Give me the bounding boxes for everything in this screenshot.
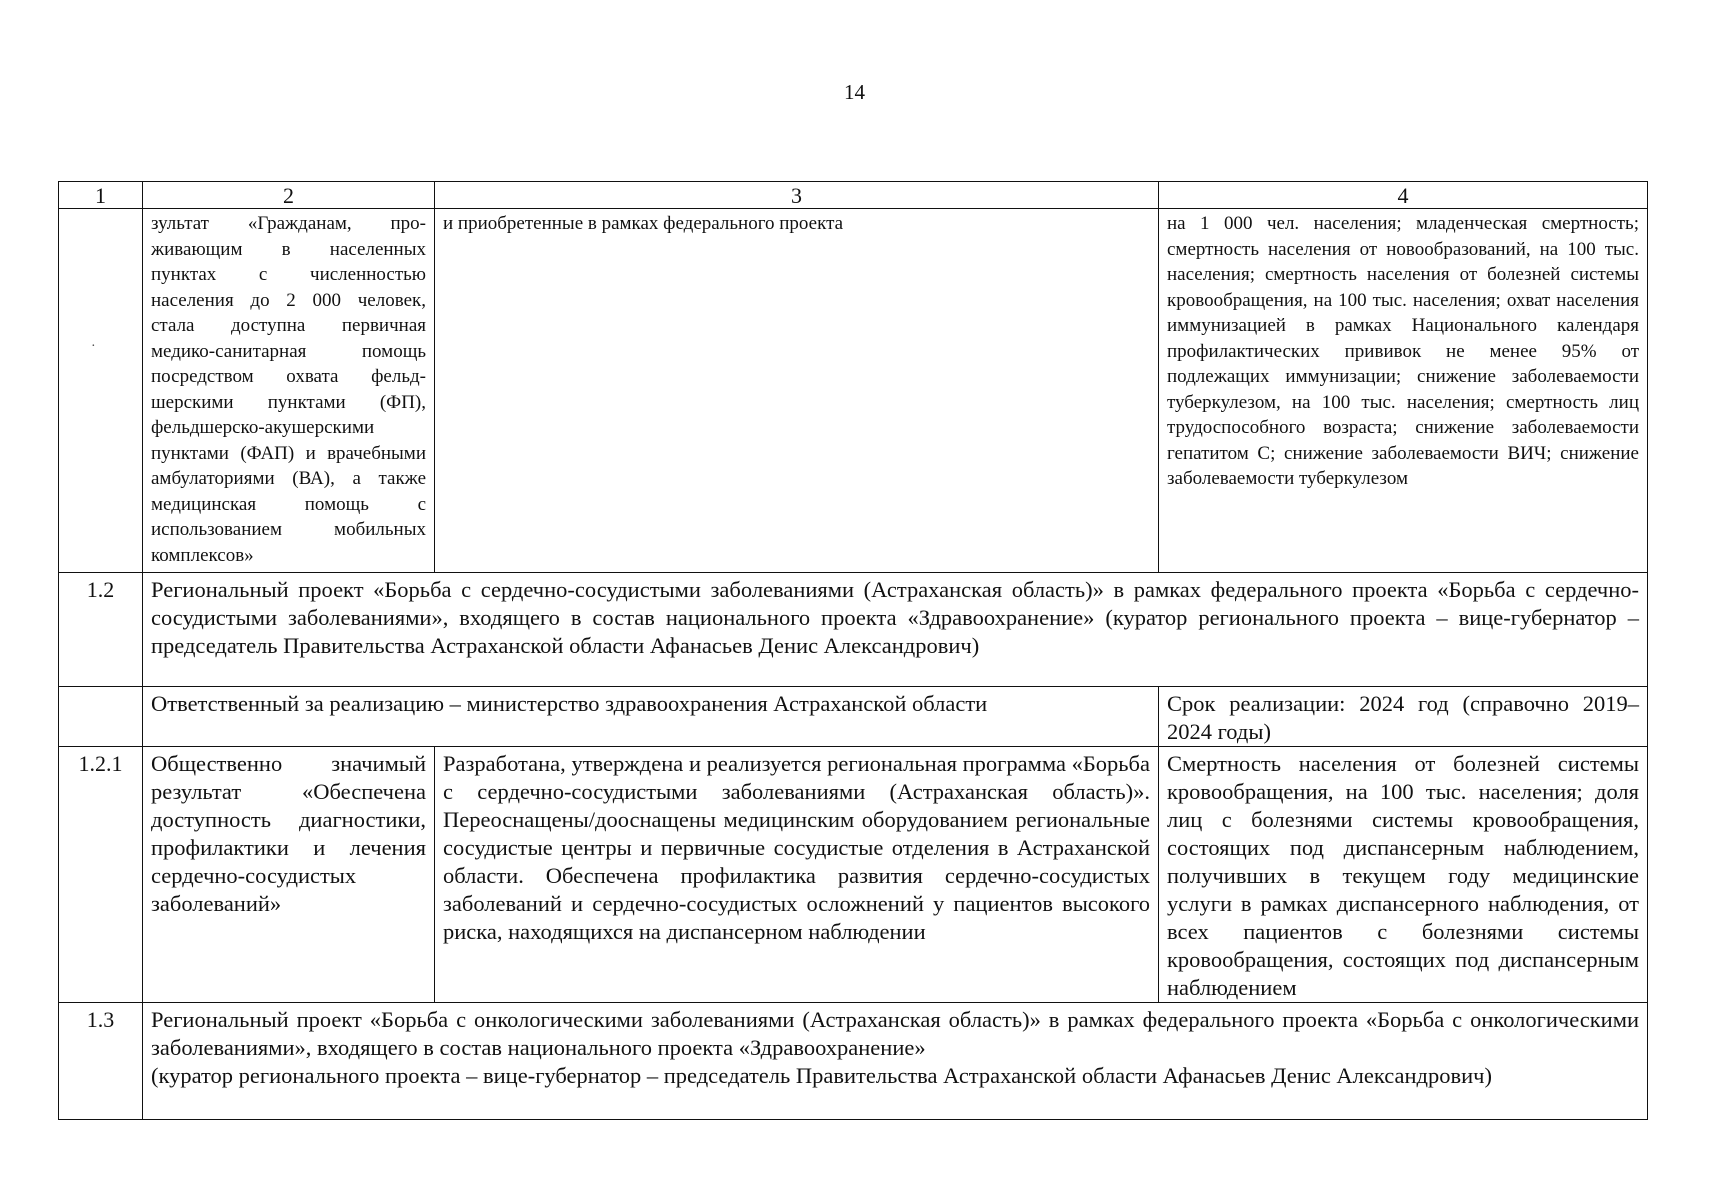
table-row [59, 573, 1648, 687]
table-header-row [59, 182, 1648, 209]
indicators-cell: на 1 000 чел. населения; младенческая смертность; смертность населения от новообразований, на 100 тыс. населения; смертность населения от болезней системы кровообращения, на 100 тыс. населения; охват населения иммунизацией в рамках Национального календаря профилактических прививок не менее 95% от подлежащих иммунизации; снижение заболеваемости туберкулезом, на 100 тыс. населения; смертность лиц трудоспособного возраста; снижение заболеваемости гепатитом С; снижение заболеваемости ВИЧ; снижение заболеваемости туберкулезом [1159, 209, 1648, 573]
description-cell: Разработана, утверждена и реализуется региональная программа «Борьба с сердечно-сосудистыми заболеваниями (Астраханская область)». Переоснащены/дооснащены медицинским оборудованием региональные сосудистые центры и первичные сосудистые отделения в Астраханской области. Обеспечена профилактика развития сердечно-сосудистых заболеваний и сердечно-сосудистых осложнений у пациентов высокого риска, находящихся на диспансерном наблюдении [435, 747, 1159, 1003]
row-number-cell [59, 209, 143, 573]
page-number: 14 [844, 80, 865, 104]
responsible-cell: Ответственный за реализацию – министерство здравоохранения Астраханской области [143, 687, 1159, 747]
row-number-cell [59, 687, 143, 747]
result-cell: зультат «Гражданам, проживающим в населенных пунктах с численностью населения до 2 000 человек, стала доступна первичная медико-санитарная помощь посредством охвата фельдшерскими пунктами (ФП), фельдшерско-акушерскими пунктами (ФАП) и врачебными амбулаториями (ВА), а также медицинская помощь с использованием мобильных комплексов» [143, 209, 435, 573]
description-cell: и приобретенные в рамках федерального проекта [435, 209, 1159, 573]
term-cell: Срок реализации: 2024 год (справочно 2019–2024 годы) [1159, 687, 1648, 747]
column-header-2: 2 [143, 182, 435, 209]
indicators-cell: Смертность населения от болезней системы кровообращения, на 100 тыс. населения; доля лиц с болезнями системы кровообращения, состоящих под диспансерным наблюдением, получивших в текущем году медицинские услуги в рамках диспансерного наблюдения, от всех пациентов с болезнями системы кровообращения, состоящих под диспансерным наблюдением [1159, 747, 1648, 1003]
row-number-cell: 1.2.1 [59, 747, 143, 1003]
regional-project-title: Региональный проект «Борьба с сердечно-сосудистыми заболеваниями (Астраханская область)» в рамках федерального проекта «Борьба с сердечно-сосудистыми заболеваниями», входящего в состав национального проекта «Здравоохранение» (куратор регионального проекта – вице-губернатор – председатель Правительства Астраханской области Афанасьев Денис Александрович) [143, 573, 1648, 687]
project-curator-text: (куратор регионального проекта – вице-губернатор – председатель Правительства Астраханской области Афанасьев Денис Александрович) [151, 1063, 1492, 1088]
row-number-cell: 1.3 [59, 1003, 143, 1120]
table-row [59, 1003, 1648, 1120]
table-row [59, 687, 1648, 747]
column-header-1: 1 [59, 182, 143, 209]
regional-project-title [143, 1003, 1648, 1120]
scan-speck: · [91, 339, 96, 354]
result-cell: Общественно значимый результат «Обеспечена доступность диагностики, профилактики и лечения сердечно-сосудистых заболеваний» [143, 747, 435, 1003]
project-title-text: Региональный проект «Борьба с онкологическими заболеваниями (Астраханская область)» в рамках федерального проекта «Борьба с онкологическими заболеваниями», входящего в состав национального проекта «Здравоохранение» [151, 1007, 1639, 1060]
column-header-3: 3 [435, 182, 1159, 209]
column-header-4: 4 [1159, 182, 1648, 209]
table-row [59, 209, 1648, 573]
table-row [59, 747, 1648, 1003]
program-table [58, 181, 1648, 1120]
row-number-cell: 1.2 [59, 573, 143, 687]
